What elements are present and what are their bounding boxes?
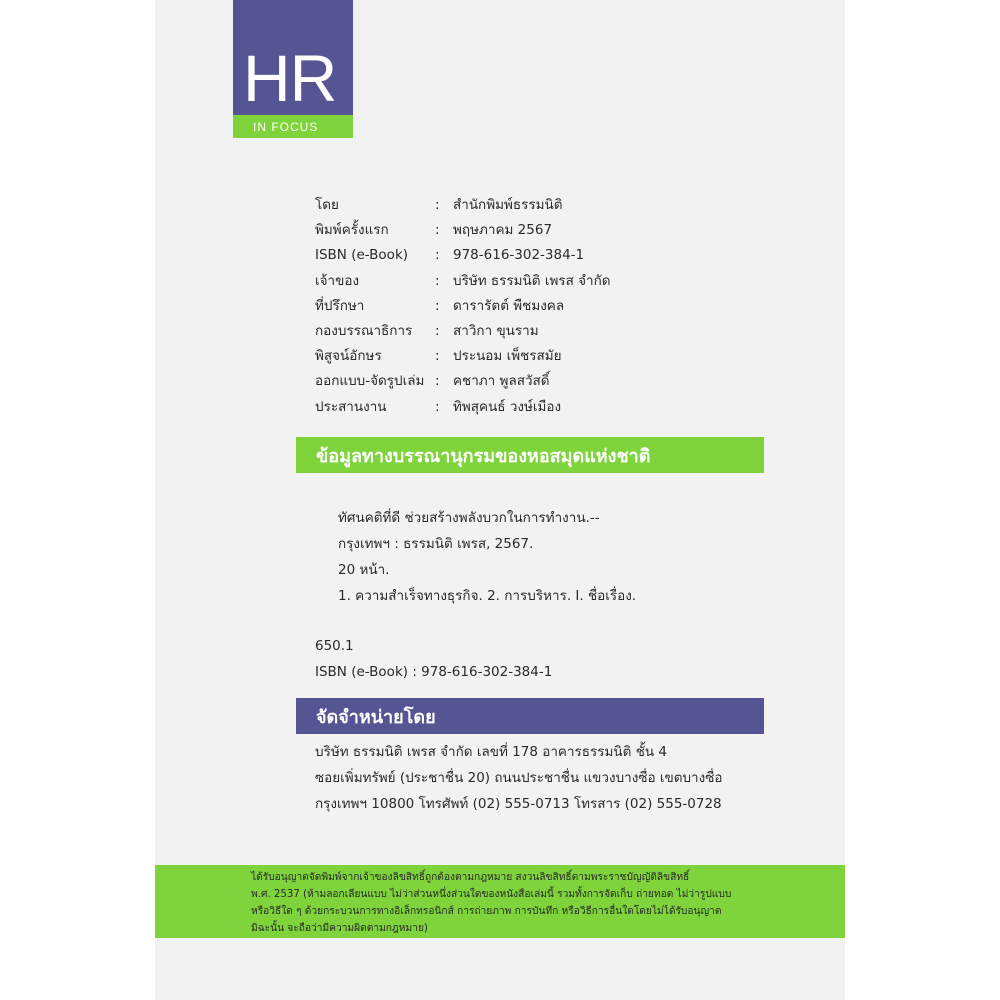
imprint-separator: : bbox=[435, 222, 440, 239]
cip-line: ทัศนคติที่ดี ช่วยสร้างพลังบวกในการทำงาน.-- bbox=[338, 510, 600, 526]
imprint-separator: : bbox=[435, 297, 440, 314]
imprint-row bbox=[315, 319, 735, 344]
imprint-row bbox=[315, 369, 735, 394]
address-line: บริษัท ธรรมนิติ เพรส จำกัด เลขที่ 178 อาคารธรรมนิติ ชั้น 4 bbox=[315, 744, 667, 760]
imprint-value: ประนอม เพ็ชรสมัย bbox=[453, 348, 562, 365]
classification-info bbox=[315, 633, 735, 685]
imprint-separator: : bbox=[435, 373, 440, 390]
imprint-row bbox=[315, 395, 735, 420]
imprint-row bbox=[315, 218, 735, 243]
copyright-line: ได้รับอนุญาตจัดพิมพ์จากเจ้าของลิขสิทธิ์ถูกต้องตามกฎหมาย สงวนลิขสิทธิ์ตามพระราชบัญญัติลิขสิทธิ์ bbox=[251, 872, 690, 883]
imprint-label: โดย bbox=[315, 197, 339, 213]
imprint-row bbox=[315, 344, 735, 369]
hr-in-focus-logo bbox=[233, 0, 353, 138]
classification-number: 650.1 bbox=[315, 638, 354, 654]
address-line: กรุงเทพฯ 10800 โทรศัพท์ (02) 555-0713 โทรสาร (02) 555-0728 bbox=[315, 796, 722, 812]
distribution-heading: จัดจำหน่ายโดย bbox=[296, 698, 764, 734]
imprint-separator: : bbox=[435, 272, 440, 289]
logo-sub-text: IN FOCUS bbox=[233, 115, 353, 138]
imprint-separator: : bbox=[435, 247, 440, 264]
imprint-separator: : bbox=[435, 348, 440, 365]
imprint-value: พฤษภาคม 2567 bbox=[453, 222, 553, 239]
imprint-label: กองบรรณาธิการ bbox=[315, 322, 413, 339]
cip-line: 20 หน้า. bbox=[338, 562, 390, 578]
imprint-label: ISBN (e-Book) bbox=[315, 247, 409, 264]
cip-line: 1. ความสำเร็จทางธุรกิจ. 2. การบริหาร. I. ชื่อเรื่อง. bbox=[338, 588, 637, 604]
imprint-row bbox=[315, 193, 735, 218]
imprint-label: ประสานงาน bbox=[315, 398, 387, 415]
cip-line: กรุงเทพฯ : ธรรมนิติ เพรส, 2567. bbox=[338, 536, 534, 552]
distributor-address bbox=[315, 739, 775, 817]
imprint-value: บริษัท ธรรมนิติ เพรส จำกัด bbox=[453, 272, 611, 289]
imprint-row bbox=[315, 269, 735, 294]
cip-record bbox=[338, 505, 758, 609]
imprint-row bbox=[315, 294, 735, 319]
logo-main-text: HR bbox=[233, 0, 353, 115]
imprint-separator: : bbox=[435, 322, 440, 339]
imprint-value: 978-616-302-384-1 bbox=[453, 247, 585, 264]
copyright-line: มิฉะนั้น จะถือว่ามีความผิดตามกฎหมาย) bbox=[251, 923, 428, 934]
copyright-line: พ.ศ. 2537 (ห้ามลอกเลียนแบบ ไม่ว่าส่วนหนึ่งส่วนใดของหนังสือเล่มนี้ รวมทั้งการจัดเก็บ ถ่ายทอด ไม่ว่ารูปแบบ bbox=[251, 889, 732, 900]
imprint-value: ทิพสุคนธ์ วงษ์เมือง bbox=[453, 398, 562, 415]
imprint-row bbox=[315, 243, 735, 268]
imprint-separator: : bbox=[435, 197, 440, 213]
copyright-notice bbox=[155, 865, 845, 938]
copyright-line: หรือวิธีใด ๆ ด้วยกระบวนการทางอิเล็กทรอนิกส์ การถ่ายภาพ การบันทึก หรือวิธีการอื่นใดโดยไม่ได้รับอนุญาต bbox=[251, 906, 722, 917]
book-page bbox=[155, 0, 845, 1000]
imprint-value: สำนักพิมพ์ธรรมนิติ bbox=[453, 197, 563, 213]
imprint-list bbox=[315, 193, 735, 420]
imprint-label: พิสูจน์อักษร bbox=[315, 348, 382, 365]
imprint-value: ดารารัตต์ พืชมงคล bbox=[453, 297, 565, 314]
imprint-label: เจ้าของ bbox=[315, 272, 360, 289]
imprint-value: สาวิกา ขุนราม bbox=[453, 322, 539, 339]
imprint-label: พิมพ์ครั้งแรก bbox=[315, 222, 389, 239]
isbn-line: ISBN (e-Book) : 978-616-302-384-1 bbox=[315, 664, 553, 680]
imprint-value: คชาภา พูลสวัสดิ์ bbox=[453, 373, 550, 390]
imprint-label: ที่ปรึกษา bbox=[315, 297, 365, 314]
cip-heading: ข้อมูลทางบรรณานุกรมของหอสมุดแห่งชาติ bbox=[296, 437, 764, 473]
imprint-separator: : bbox=[435, 398, 440, 415]
imprint-label: ออกแบบ-จัดรูปเล่ม bbox=[315, 373, 425, 390]
address-line: ซอยเพิ่มทรัพย์ (ประชาชื่น 20) ถนนประชาชื่น แขวงบางซื่อ เขตบางซื่อ bbox=[315, 770, 723, 786]
